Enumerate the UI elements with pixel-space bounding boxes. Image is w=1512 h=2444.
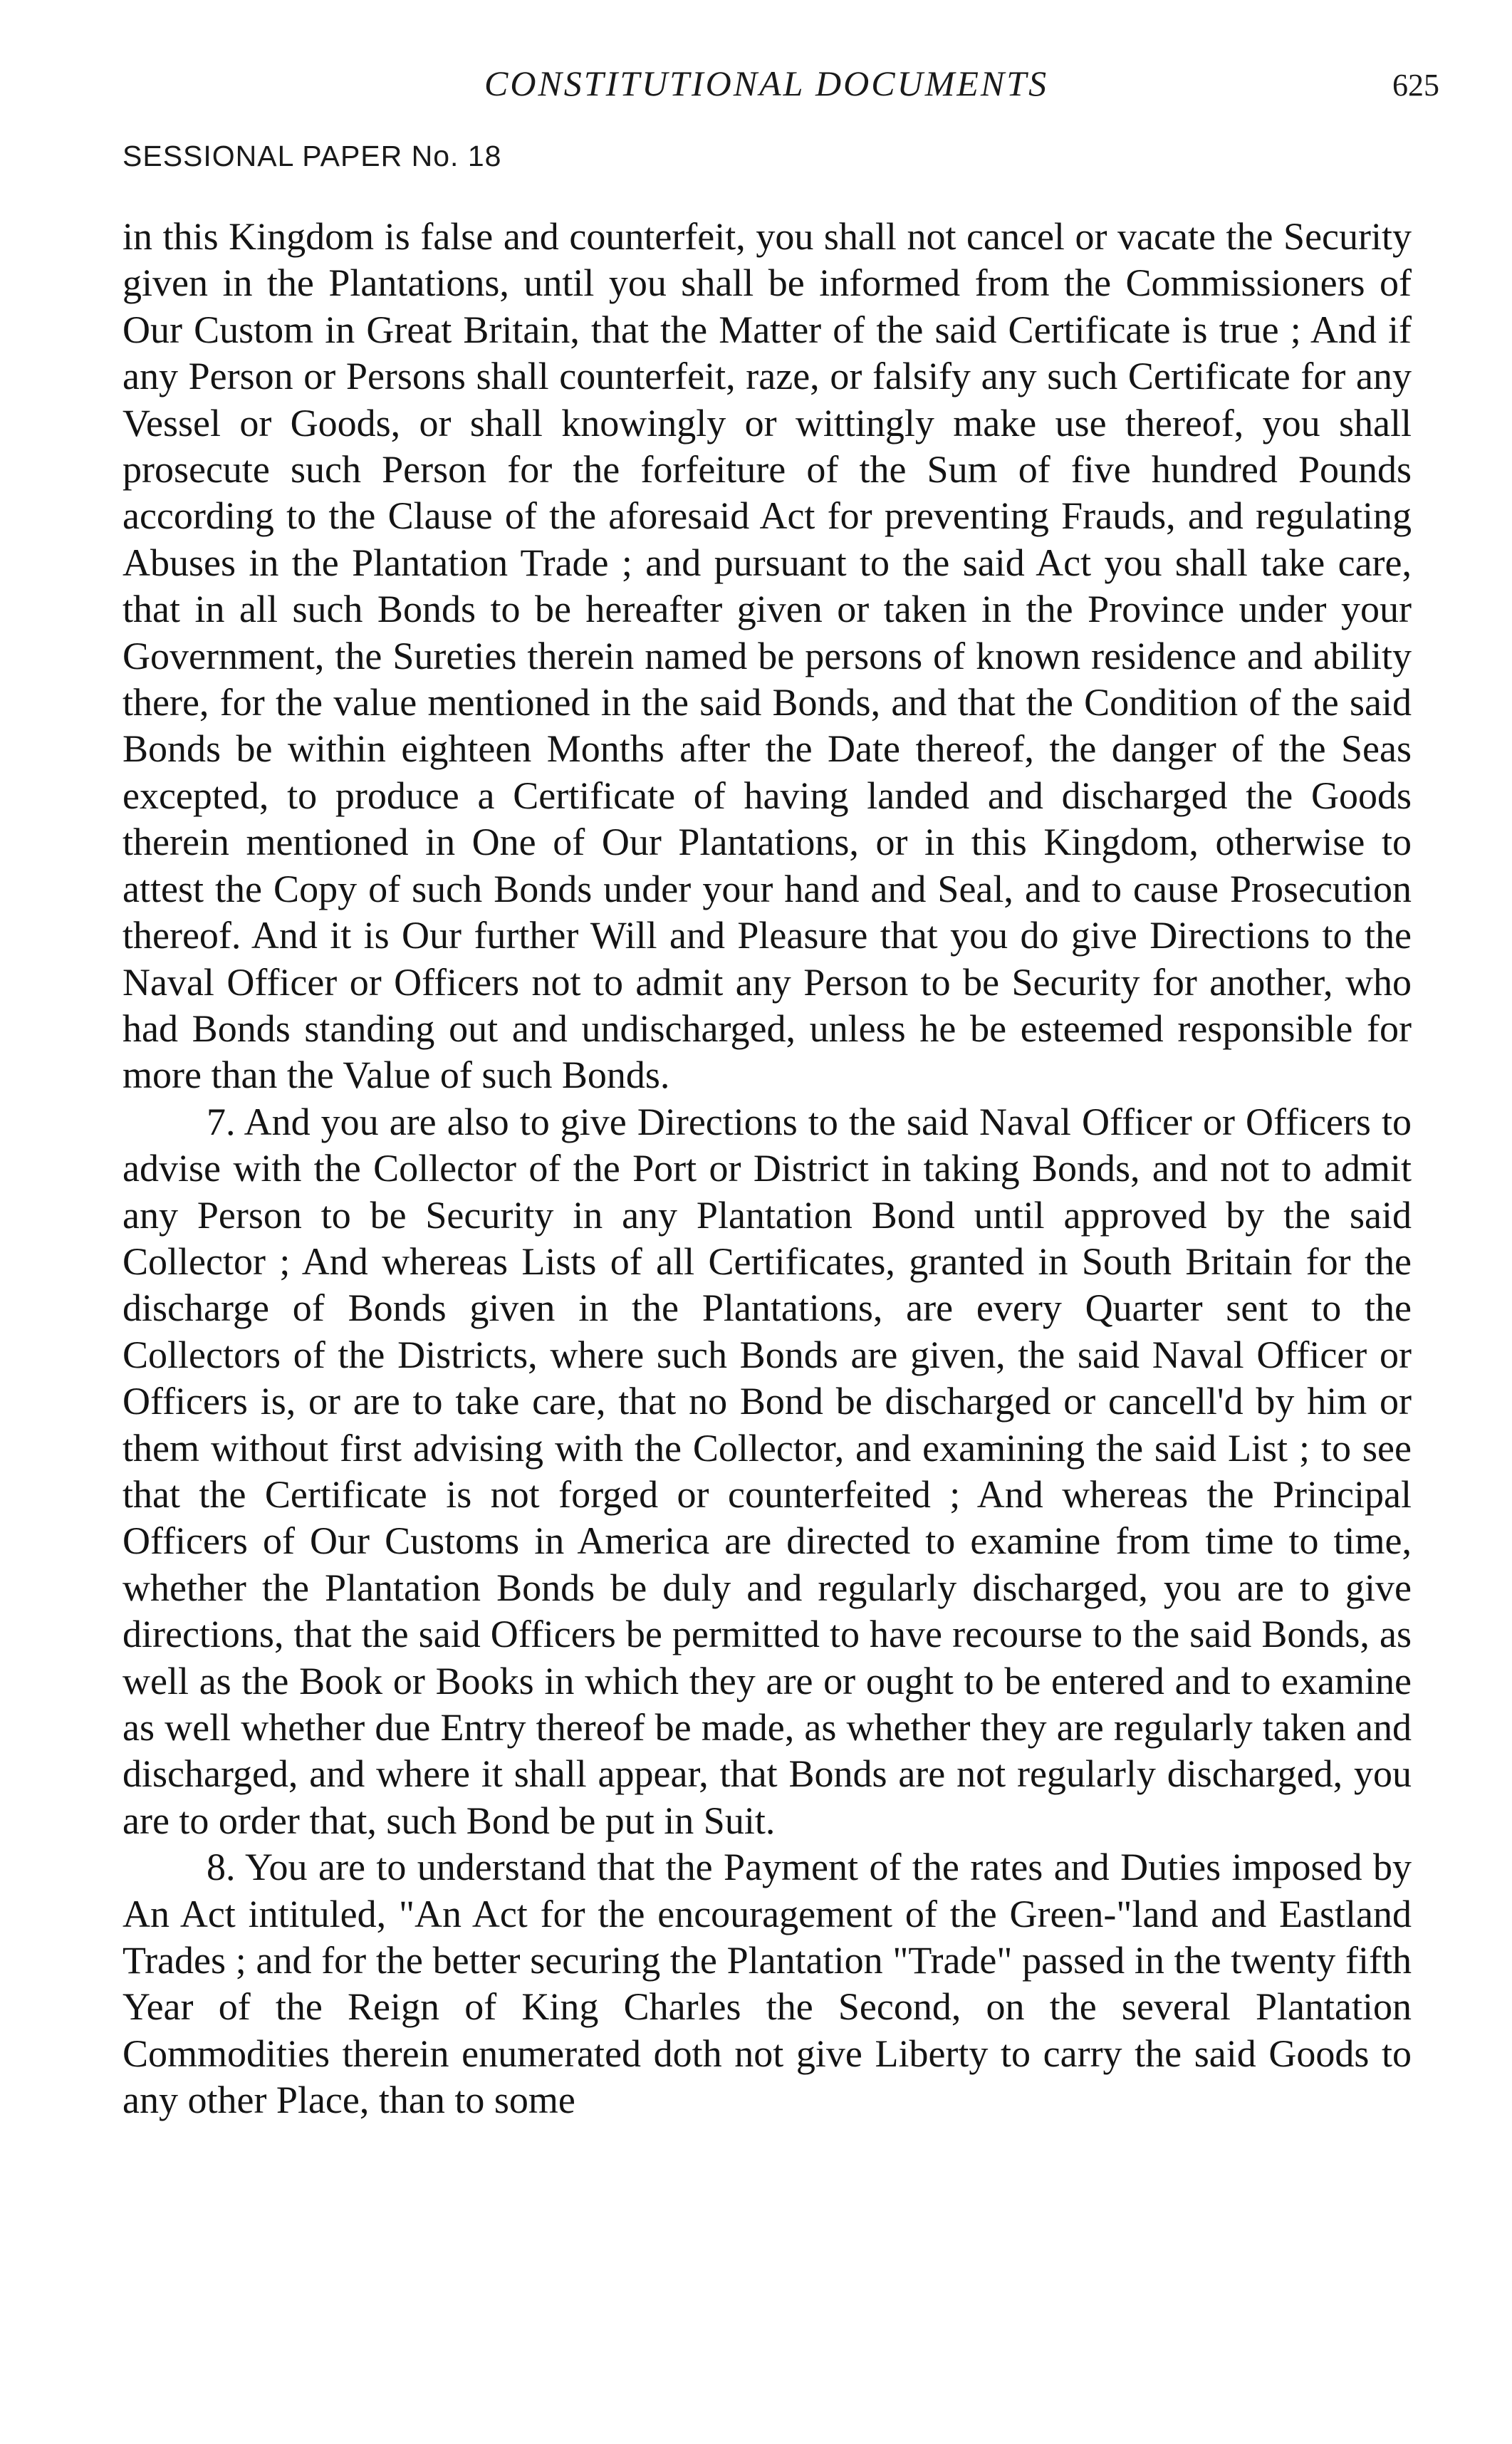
paragraph-section-8: 8. You are to understand that the Payment of the rates and Duties imposed by An Act intituled, "An Act for the encouragement of the Green-"land and Eastland Trades ; and for the better securing the Plantation "Trade" passed in the twenty fifth Year of the Reign of King Charles the Second, on the several Plantation Commodities therein enumerated doth not give Liberty to carry the said Goods to any other Place, than to some bbox=[122, 1846, 1412, 2122]
page-number: 625 bbox=[1392, 68, 1439, 103]
sessional-paper-label: SESSIONAL PAPER No. 18 bbox=[122, 140, 502, 172]
paragraph-continuation: in this Kingdom is false and counterfeit, you shall not cancel or vacate the Security given in the Plantations, until you shall be informed from the Commissioners of Our Custom in Great Britain, that the Matter of the said Certificate is true ; And if any Person or Persons shall counterfeit, raze, or falsify any such Certificate for any Vessel or Goods, or shall knowingly or wittingly make use thereof, you shall prosecute such Person for the forfeiture of the Sum of five hundred Pounds according to the Clause of the aforesaid Act for preventing Frauds, and regulating Abuses in the Plantation Trade ; and pursuant to the said Act you shall take care, that in all such Bonds to be hereafter given or taken in the Province under your Government, the Sureties therein named be persons of known residence and ability there, for the value mentioned in the said Bonds, and that the Condition of the said Bonds be within eighteen Months after the Date thereof, the danger of the Seas excepted, to produce a Certificate of having landed and discharged the Goods therein mentioned in One of Our Plantations, or in this Kingdom, otherwise to attest the Copy of such Bonds under your hand and Seal, and to cause Prosecution thereof. And it is Our further Will and Pleasure that you do give Directions to the Naval Officer or Officers not to admit any Person to be Security for another, who had Bonds standing out and undischarged, unless he be esteemed responsible for more than the Value of such Bonds. bbox=[122, 215, 1412, 1097]
running-title: CONSTITUTIONAL DOCUMENTS bbox=[484, 63, 1049, 103]
body-text bbox=[122, 214, 1412, 2124]
paragraph-section-7: 7. And you are also to give Directions to the said Naval Officer or Officers to advise with the Collector of the Port or District in taking Bonds, and not to admit any Person to be Security in any Plantation Bond until approved by the said Collector ; And whereas Lists of all Certificates, granted in South Britain for the discharge of Bonds given in the Plantations, are every Quarter sent to the Collectors of the Districts, where such Bonds are given, the said Naval Officer or Officers is, or are to take care, that no Bond be discharged or cancell'd by him or them without first advising with the Collector, and examining the said List ; to see that the Certificate is not forged or counterfeited ; And whereas the Principal Officers of Our Customs in America are directed to examine from time to time, whether the Plantation Bonds be duly and regularly discharged, you are to give directions, that the said Officers be permitted to have recourse to the said Bonds, as well as the Book or Books in which they are or ought to be entered and to examine as well whether due Entry thereof be made, as whether they are regularly taken and discharged, and where it shall appear, that Bonds are not regularly discharged, you are to order that, such Bond be put in Suit. bbox=[122, 1100, 1412, 1842]
